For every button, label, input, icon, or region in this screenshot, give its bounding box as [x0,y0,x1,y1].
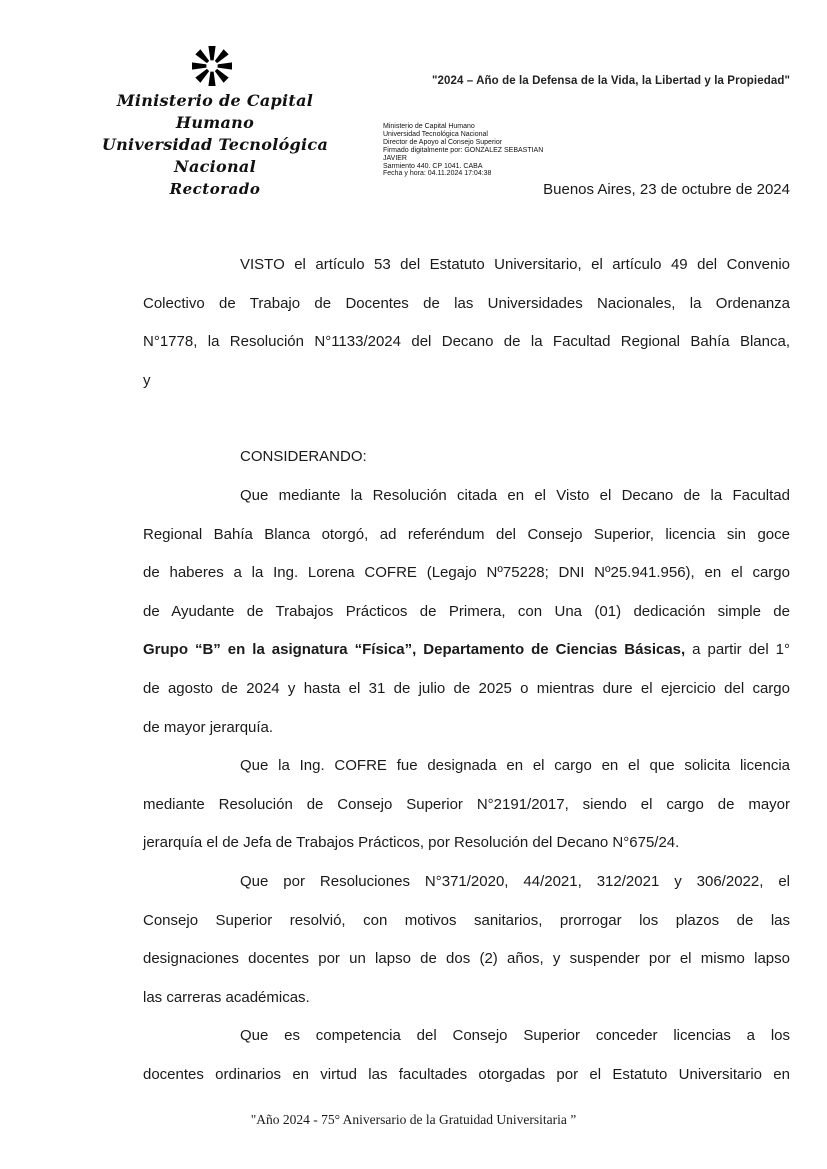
body-line: de haberes a la Ing. Lorena COFRE (Legajo Nº75228; DNI Nº25.941.956), en el cargo [143,564,790,582]
digital-signature-stamp [383,123,558,178]
footer-motto: "Año 2024 - 75° Aniversario de la Gratuidad Universitaria ” [250,1112,577,1127]
body-line: Que mediante la Resolución citada en el Visto el Decano de la Facultad [240,486,790,504]
considerando-heading: CONSIDERANDO: [240,448,367,466]
paragraph-licencia [143,477,790,747]
paragraph-prorrogas [143,863,790,1017]
body-line: de Ayudante de Trabajos Prácticos de Primera, con Una (01) dedicación simple de [143,602,790,620]
org-line-ministerio: Ministerio de Capital Humano [116,91,314,132]
body-line: Que es competencia del Consejo Superior conceder licencias a los [240,1027,790,1045]
body-line: Colectivo de Trabajo de Docentes de las Universidades Nacionales, la Ordenanza [143,294,790,312]
body-line: docentes ordinarios en virtud las facultades otorgadas por el Estatuto Universitario en [143,1065,790,1083]
stamp-line: Sarmiento 440. CP 1041. CABA [383,162,483,170]
body-line: VISTO el artículo 53 del Estatuto Universitario, el artículo 49 del Convenio [240,256,790,273]
stamp-line: Universidad Tecnológica Nacional [383,130,488,138]
org-line-rectorado: Rectorado [169,180,261,198]
body-line: jerarquía el de Jefa de Trabajos Prácticos, por Resolución del Decano N°675/24. [143,834,680,852]
year-motto: "2024 – Año de la Defensa de la Vida, la Libertad y la Propiedad" [431,75,790,87]
body-line: N°1778, la Resolución N°1133/2024 del Decano de la Facultad Regional Bahía Blanca, [143,333,790,351]
body-line: Consejo Superior resolvió, con motivos sanitarios, prorrogar los plazos de las [143,911,790,929]
body-line: Que la Ing. COFRE fue designada en el cargo en el que solicita licencia [240,757,790,775]
paragraph-visto [143,246,790,400]
document-body [143,246,790,1094]
body-line: las carreras académicas. [143,988,310,1006]
body-line: Que por Resoluciones N°371/2020, 44/2021, 312/2021 y 306/2022, el [240,872,790,890]
bold-run: Grupo “B” en la asignatura “Física”, Departamento de Ciencias Básicas, [143,641,686,659]
body-line: de agosto de 2024 y hasta el 31 de julio de 2025 o mientras dure el ejercicio del cargo [143,679,790,697]
utn-logo-icon [192,42,232,90]
body-line [143,631,790,670]
body-line: designaciones docentes por un lapso de dos (2) años, y suspender por el mismo lapso [143,950,790,968]
stamp-line: Fecha y hora: 04.11.2024 17:04:38 [383,170,492,178]
body-line: Regional Bahía Blanca otorgó, ad referéndum del Consejo Superior, licencia sin goce [143,525,790,543]
paragraph-competencia [143,1017,790,1094]
body-line: mediante Resolución de Consejo Superior N°2191/2017, siendo el cargo de mayor [143,795,790,813]
stamp-line: JAVIER [383,154,407,162]
text-run: a partir del 1° [685,641,790,659]
stamp-line: Ministerio de Capital Humano [383,123,475,130]
body-line: de mayor jerarquía. [143,718,274,736]
org-line-universidad: Universidad Tecnológica Nacional [101,135,329,176]
stamp-line: Director de Apoyo al Consejo Superior [383,138,503,146]
date-line: Buenos Aires, 23 de octubre de 2024 [543,181,790,198]
stamp-line: Firmado digitalmente por: GONZALEZ SEBASTIAN [383,146,544,154]
paragraph-designacion [143,747,790,863]
body-line: y [143,371,151,389]
